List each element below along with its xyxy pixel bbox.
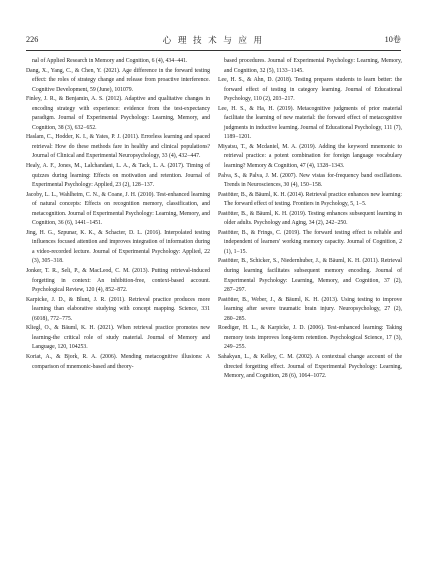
reference-entry: Pastötter, B., Schicker, S., Niedernhuber, J., & Bäuml, K. H. (2011). Retrieval during learning facilitates subsequent memory encoding. Journal of Experimental Psychology: Learning, Memory, and Cognition, 37 (2), 287−297. — [218, 258, 402, 294]
header-rule — [26, 50, 401, 51]
reference-entry: Palva, S., & Palva, J. M. (2007). New vistas for-frequency band oscillations. Trends in Neurosciences, 30 (4), 150−158. — [218, 172, 402, 189]
reference-entry: Lee, H. S., & Ha, H. (2019). Metacognitive judgments of prior material facilitate the learning of new material: the forward effect of metacognitive judgments in inductive learning. Journal of Educational Psychology, 111 (7), 1189−1201. — [218, 105, 402, 141]
reference-entry: based procedures. Journal of Experimental Psychology: Learning, Memory, and Cognition, 32 (5), 1133−1145. — [224, 58, 402, 74]
reference-entry: Karpicke, J. D., & Blunt, J. R. (2011). Retrieval practice produces more learning than elaborative studying with concept mapping. Science, 331 (6018), 772−775. — [26, 296, 210, 322]
reference-entry: Dang, X., Yang, C., & Chen, Y. (2021). Age difference in the forward testing effect: the roles of strategy change and release from proactive interference. Cognitive Development, 59 (June), 101079. — [26, 67, 210, 93]
reference-entry: Pastötter, B., & Bäuml, K. H. (2019). Testing enhances subsequent learning in older adults. Psychology and Aging, 34 (2), 242−250. — [218, 210, 402, 227]
page-number: 226 — [26, 35, 39, 44]
volume-label: 10卷 — [384, 35, 401, 44]
reference-entry: Finley, J. R., & Benjamin, A. S. (2012). Adaptive and qualitative changes in encoding strategy with experience: evidence from the test-expectancy paradigm. Journal of Experimental Psychology: Learning, Memory, and Cognition, 38 (3), 632−652. — [26, 96, 210, 131]
reference-entry: Roediger, H. L., & Karpicke, J. D. (2006). Test-enhanced learning: Taking memory tests improves long-term retention. Psychological Science, 17 (3), 249−255. — [218, 325, 402, 351]
reference-entry: Pastötter, B., Weber, J., & Bäuml, K. H. (2013). Using testing to improve learning after severe traumatic brain injury. Neuropsychology, 27 (2), 280−285. — [218, 296, 402, 322]
running-header — [26, 33, 401, 47]
reference-entry: nal of Applied Research in Memory and Cognition, 6 (4), 434−441. — [32, 58, 188, 64]
journal-title: 心 理 技 术 与 应 用 — [162, 35, 265, 45]
reference-entry: Pastötter, B., & Frings, C. (2019). The forward testing effect is reliable and independent of learners' working memory capacity. Journal of Cognition, 2 (1), 1−15. — [218, 229, 402, 255]
reference-entry: Sahakyan, L., & Kelley, C. M. (2002). A contextual change account of the directed forgetting effect. Journal of Experimental Psychology: Learning, Memory, and Cognition, 28 (6), 1064−1072. — [218, 353, 402, 380]
reference-entry: Pastötter, B., & Bäuml, K. H. (2014). Retrieval practice enhances new learning: The forward effect of testing. Frontiers in Psychology, 5, 1−5. — [218, 191, 402, 208]
reference-entry: Miyatsu, T., & Mcdaniel, M. A. (2019). Adding the keyword mnemonic to retrieval practice: a potent combination for foreign language vocabulary learning? Memory & Cognition, 47 (4), 1328−1343. — [218, 143, 402, 170]
reference-entry: Healy, A. F., Jones, M., Lalchandani, L. A., & Tack, L. A. (2017). Timing of quizzes during learning: Effects on motivation and retention. Journal of Experimental Psychology: Applied, 23 (2), 128−137. — [26, 163, 210, 189]
reference-entry: Jonker, T. R., Seli, P., & MacLeod, C. M. (2013). Putting retrieval-induced forgetting in context: An inhibition-free, context-based account. Psychological Review, 120 (4), 852−872. — [26, 268, 210, 294]
reference-column-left — [26, 57, 210, 372]
reference-entry: Jacoby, L. L., Wahlheim, C. N., & Coane, J. H. (2010). Test-enhanced learning of natural concepts: Effects on recognition memory, classification, and metacognition. Journal of Experimental Psychology: Learning, Memory, and Cognition, 36 (6), 1441−1451. — [26, 191, 210, 227]
reference-entry: Jing, H. G., Szpunar, K. K., & Schacter, D. L. (2016). Interpolated testing influences focused attention and improves integration of information during a video-recorded lecture. Journal of Experimental Psychology: Applied, 22 (3), 305−318. — [26, 229, 210, 265]
reference-entry: Koriat, A., & Bjork, R. A. (2006). Mending metacognitive illusions: A comparison of mnemonic-based and theory- — [26, 353, 210, 370]
reference-entry: Lee, H. S., & Ahn, D. (2018). Testing prepares students to learn better: the forward effect of testing in category learning. Journal of Educational Psychology, 110 (2), 203−217. — [218, 77, 402, 103]
reference-entry: Haslam, C., Hodder, K. I., & Yates, P. J. (2011). Errorless learning and spaced retrieval: How do these methods fare in healthy and clinical populations? Journal of Clinical and Experimental Neuropsychology, 33 (4), 432−447. — [26, 134, 210, 160]
reference-column-right — [218, 57, 402, 382]
reference-entry: Kliegl, O., & Bäuml, K. H. (2021). When retrieval practice promotes new learning-the critical role of study material. Journal of Memory and Language, 120, 104253. — [26, 325, 210, 351]
